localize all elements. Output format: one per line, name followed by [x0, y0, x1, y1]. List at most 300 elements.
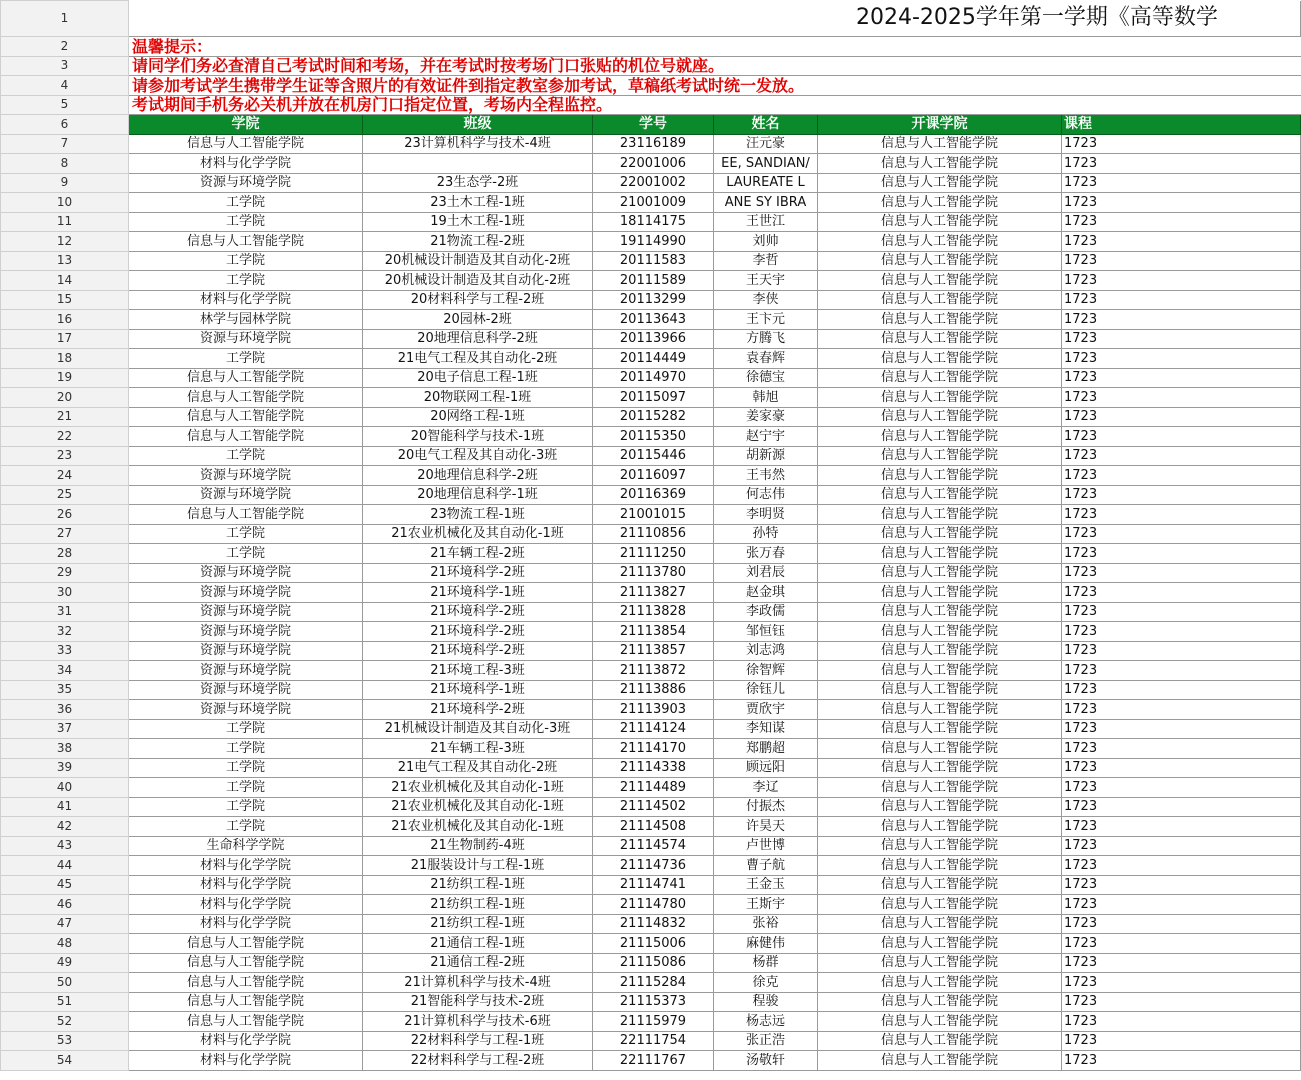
cell-course[interactable]: 1723	[1062, 739, 1301, 759]
cell-college[interactable]: 信息与人工智能学院	[129, 407, 363, 427]
row-number[interactable]: 33	[1, 641, 129, 661]
cell-course[interactable]: 1723	[1062, 895, 1301, 915]
cell-name[interactable]: 汪元豪	[714, 134, 818, 154]
row-number[interactable]: 28	[1, 544, 129, 564]
cell-course[interactable]: 1723	[1062, 973, 1301, 993]
cell-offering-college[interactable]: 信息与人工智能学院	[818, 290, 1062, 310]
cell-class[interactable]: 21农业机械化及其自动化-1班	[363, 817, 593, 837]
cell-offering-college[interactable]: 信息与人工智能学院	[818, 544, 1062, 564]
header-student-id[interactable]: 学号	[593, 115, 714, 135]
cell-offering-college[interactable]: 信息与人工智能学院	[818, 388, 1062, 408]
cell-college[interactable]: 材料与化学学院	[129, 1031, 363, 1051]
cell-course[interactable]: 1723	[1062, 466, 1301, 486]
cell-course[interactable]: 1723	[1062, 485, 1301, 505]
row-number[interactable]: 18	[1, 349, 129, 369]
row-number[interactable]: 4	[1, 76, 129, 96]
cell-offering-college[interactable]: 信息与人工智能学院	[818, 758, 1062, 778]
cell-college[interactable]: 材料与化学学院	[129, 154, 363, 174]
cell-student-id[interactable]: 19114990	[593, 232, 714, 252]
cell-student-id[interactable]: 22001006	[593, 154, 714, 174]
header-offering-college[interactable]: 开课学院	[818, 115, 1062, 135]
cell-course[interactable]: 1723	[1062, 641, 1301, 661]
cell-student-id[interactable]: 20114449	[593, 349, 714, 369]
header-college[interactable]: 学院	[129, 115, 363, 135]
cell-class[interactable]: 21环境科学-1班	[363, 583, 593, 603]
cell-college[interactable]: 资源与环境学院	[129, 583, 363, 603]
row-number[interactable]: 8	[1, 154, 129, 174]
cell-student-id[interactable]: 20116097	[593, 466, 714, 486]
cell-course[interactable]: 1723	[1062, 524, 1301, 544]
row-number[interactable]: 17	[1, 329, 129, 349]
cell-name[interactable]: 张裕	[714, 914, 818, 934]
row-number[interactable]: 19	[1, 368, 129, 388]
cell-student-id[interactable]: 20113299	[593, 290, 714, 310]
cell-name[interactable]: 李政儒	[714, 602, 818, 622]
cell-course[interactable]: 1723	[1062, 349, 1301, 369]
cell-name[interactable]: 徐钰儿	[714, 680, 818, 700]
cell-student-id[interactable]: 21115373	[593, 992, 714, 1012]
notice-text[interactable]: 请参加考试学生携带学生证等含照片的有效证件到指定教室参加考试，草稿纸考试时统一发放。	[129, 76, 1301, 96]
row-number[interactable]: 45	[1, 875, 129, 895]
cell-course[interactable]: 1723	[1062, 1012, 1301, 1032]
cell-student-id[interactable]: 20111589	[593, 271, 714, 291]
cell-name[interactable]: 王天宇	[714, 271, 818, 291]
cell-offering-college[interactable]: 信息与人工智能学院	[818, 427, 1062, 447]
cell-student-id[interactable]: 20115446	[593, 446, 714, 466]
row-number[interactable]: 27	[1, 524, 129, 544]
cell-course[interactable]: 1723	[1062, 505, 1301, 525]
cell-offering-college[interactable]: 信息与人工智能学院	[818, 271, 1062, 291]
cell-offering-college[interactable]: 信息与人工智能学院	[818, 466, 1062, 486]
cell-name[interactable]: 张万春	[714, 544, 818, 564]
cell-course[interactable]: 1723	[1062, 271, 1301, 291]
cell-offering-college[interactable]: 信息与人工智能学院	[818, 1031, 1062, 1051]
cell-college[interactable]: 信息与人工智能学院	[129, 953, 363, 973]
cell-class[interactable]: 19土木工程-1班	[363, 212, 593, 232]
cell-course[interactable]: 1723	[1062, 875, 1301, 895]
cell-college[interactable]: 工学院	[129, 524, 363, 544]
cell-class[interactable]: 21智能科学与技术-2班	[363, 992, 593, 1012]
cell-student-id[interactable]: 21115979	[593, 1012, 714, 1032]
cell-name[interactable]: 邹恒钰	[714, 622, 818, 642]
cell-student-id[interactable]: 21115284	[593, 973, 714, 993]
cell-class[interactable]: 20网络工程-1班	[363, 407, 593, 427]
cell-college[interactable]: 工学院	[129, 778, 363, 798]
cell-class[interactable]: 20地理信息科学-2班	[363, 329, 593, 349]
cell-college[interactable]: 工学院	[129, 251, 363, 271]
row-number[interactable]: 16	[1, 310, 129, 330]
cell-college[interactable]: 信息与人工智能学院	[129, 934, 363, 954]
cell-college[interactable]: 工学院	[129, 271, 363, 291]
cell-class[interactable]: 21计算机科学与技术-4班	[363, 973, 593, 993]
row-number[interactable]: 5	[1, 95, 129, 115]
cell-college[interactable]: 信息与人工智能学院	[129, 1012, 363, 1032]
row-number[interactable]: 3	[1, 56, 129, 76]
cell-name[interactable]: 许昊天	[714, 817, 818, 837]
row-number[interactable]: 24	[1, 466, 129, 486]
cell-college[interactable]: 材料与化学学院	[129, 1051, 363, 1071]
cell-college[interactable]: 资源与环境学院	[129, 641, 363, 661]
cell-name[interactable]: 赵宁宇	[714, 427, 818, 447]
cell-student-id[interactable]: 21114741	[593, 875, 714, 895]
cell-course[interactable]: 1723	[1062, 563, 1301, 583]
header-name[interactable]: 姓名	[714, 115, 818, 135]
cell-offering-college[interactable]: 信息与人工智能学院	[818, 154, 1062, 174]
cell-student-id[interactable]: 20115282	[593, 407, 714, 427]
row-number[interactable]: 14	[1, 271, 129, 291]
cell-class[interactable]: 21环境科学-2班	[363, 641, 593, 661]
cell-class[interactable]: 21服装设计与工程-1班	[363, 856, 593, 876]
cell-name[interactable]: ANE SY IBRA	[714, 193, 818, 213]
title-cell[interactable]	[129, 1, 1301, 37]
cell-class[interactable]: 20电气工程及其自动化-3班	[363, 446, 593, 466]
cell-class[interactable]: 20智能科学与技术-1班	[363, 427, 593, 447]
cell-offering-college[interactable]: 信息与人工智能学院	[818, 446, 1062, 466]
cell-class[interactable]: 21环境科学-2班	[363, 700, 593, 720]
cell-offering-college[interactable]: 信息与人工智能学院	[818, 329, 1062, 349]
cell-name[interactable]: 王卞元	[714, 310, 818, 330]
cell-class[interactable]: 21纺织工程-1班	[363, 875, 593, 895]
cell-college[interactable]: 资源与环境学院	[129, 700, 363, 720]
row-number[interactable]: 38	[1, 739, 129, 759]
cell-course[interactable]: 1723	[1062, 758, 1301, 778]
row-number[interactable]: 30	[1, 583, 129, 603]
cell-offering-college[interactable]: 信息与人工智能学院	[818, 797, 1062, 817]
cell-course[interactable]: 1723	[1062, 700, 1301, 720]
cell-class[interactable]: 21环境科学-2班	[363, 602, 593, 622]
notice-text[interactable]: 请同学们务必查清自己考试时间和考场，并在考试时按考场门口张贴的机位号就座。	[129, 56, 1301, 76]
cell-student-id[interactable]: 21114124	[593, 719, 714, 739]
cell-course[interactable]: 1723	[1062, 407, 1301, 427]
cell-name[interactable]: LAUREATE L	[714, 173, 818, 193]
cell-name[interactable]: 王斯宇	[714, 895, 818, 915]
cell-offering-college[interactable]: 信息与人工智能学院	[818, 310, 1062, 330]
cell-college[interactable]: 生命科学学院	[129, 836, 363, 856]
notice-text[interactable]: 考试期间手机务必关机并放在机房门口指定位置，考场内全程监控。	[129, 95, 1301, 115]
cell-course[interactable]: 1723	[1062, 368, 1301, 388]
cell-college[interactable]: 资源与环境学院	[129, 485, 363, 505]
row-number[interactable]: 42	[1, 817, 129, 837]
cell-college[interactable]: 资源与环境学院	[129, 622, 363, 642]
cell-student-id[interactable]: 21114508	[593, 817, 714, 837]
cell-name[interactable]: 李哲	[714, 251, 818, 271]
cell-college[interactable]: 资源与环境学院	[129, 563, 363, 583]
cell-class[interactable]: 21环境科学-1班	[363, 680, 593, 700]
cell-student-id[interactable]: 20115097	[593, 388, 714, 408]
cell-student-id[interactable]: 21114502	[593, 797, 714, 817]
cell-course[interactable]: 1723	[1062, 232, 1301, 252]
cell-offering-college[interactable]: 信息与人工智能学院	[818, 485, 1062, 505]
cell-name[interactable]: 李知谋	[714, 719, 818, 739]
cell-student-id[interactable]: 22111767	[593, 1051, 714, 1071]
cell-offering-college[interactable]: 信息与人工智能学院	[818, 524, 1062, 544]
cell-offering-college[interactable]: 信息与人工智能学院	[818, 719, 1062, 739]
cell-offering-college[interactable]: 信息与人工智能学院	[818, 583, 1062, 603]
cell-offering-college[interactable]: 信息与人工智能学院	[818, 193, 1062, 213]
row-number[interactable]: 20	[1, 388, 129, 408]
cell-name[interactable]: 张正浩	[714, 1031, 818, 1051]
cell-offering-college[interactable]: 信息与人工智能学院	[818, 641, 1062, 661]
row-number[interactable]: 51	[1, 992, 129, 1012]
cell-student-id[interactable]: 20115350	[593, 427, 714, 447]
cell-class[interactable]: 21环境科学-2班	[363, 622, 593, 642]
cell-course[interactable]: 1723	[1062, 544, 1301, 564]
cell-student-id[interactable]: 21110856	[593, 524, 714, 544]
cell-class[interactable]: 23土木工程-1班	[363, 193, 593, 213]
cell-offering-college[interactable]: 信息与人工智能学院	[818, 895, 1062, 915]
cell-offering-college[interactable]: 信息与人工智能学院	[818, 856, 1062, 876]
cell-name[interactable]: 姜家豪	[714, 407, 818, 427]
row-number[interactable]: 9	[1, 173, 129, 193]
row-number[interactable]: 22	[1, 427, 129, 447]
cell-student-id[interactable]: 21001015	[593, 505, 714, 525]
row-number[interactable]: 54	[1, 1051, 129, 1071]
cell-name[interactable]: 郑鹏超	[714, 739, 818, 759]
cell-student-id[interactable]: 21114736	[593, 856, 714, 876]
cell-course[interactable]: 1723	[1062, 856, 1301, 876]
row-number[interactable]: 40	[1, 778, 129, 798]
cell-course[interactable]: 1723	[1062, 173, 1301, 193]
cell-class[interactable]: 21农业机械化及其自动化-1班	[363, 797, 593, 817]
row-number[interactable]: 50	[1, 973, 129, 993]
cell-college[interactable]: 工学院	[129, 193, 363, 213]
cell-class[interactable]: 20电子信息工程-1班	[363, 368, 593, 388]
row-number[interactable]: 53	[1, 1031, 129, 1051]
cell-offering-college[interactable]: 信息与人工智能学院	[818, 700, 1062, 720]
cell-name[interactable]: 赵金琪	[714, 583, 818, 603]
row-number[interactable]: 35	[1, 680, 129, 700]
cell-offering-college[interactable]: 信息与人工智能学院	[818, 953, 1062, 973]
cell-class[interactable]: 20机械设计制造及其自动化-2班	[363, 271, 593, 291]
cell-course[interactable]: 1723	[1062, 953, 1301, 973]
cell-name[interactable]: 顾远阳	[714, 758, 818, 778]
cell-student-id[interactable]: 21111250	[593, 544, 714, 564]
row-number[interactable]: 26	[1, 505, 129, 525]
cell-course[interactable]: 1723	[1062, 427, 1301, 447]
cell-college[interactable]: 工学院	[129, 349, 363, 369]
cell-name[interactable]: 刘帅	[714, 232, 818, 252]
cell-name[interactable]: 刘志鸿	[714, 641, 818, 661]
cell-student-id[interactable]: 21115086	[593, 953, 714, 973]
cell-class[interactable]: 23计算机科学与技术-4班	[363, 134, 593, 154]
row-number[interactable]: 15	[1, 290, 129, 310]
cell-class[interactable]: 21车辆工程-3班	[363, 739, 593, 759]
cell-student-id[interactable]: 21114489	[593, 778, 714, 798]
row-number[interactable]: 7	[1, 134, 129, 154]
row-number[interactable]: 23	[1, 446, 129, 466]
cell-name[interactable]: 汤敬轩	[714, 1051, 818, 1071]
cell-student-id[interactable]: 21114338	[593, 758, 714, 778]
cell-name[interactable]: 刘君辰	[714, 563, 818, 583]
cell-offering-college[interactable]: 信息与人工智能学院	[818, 349, 1062, 369]
cell-class[interactable]: 21电气工程及其自动化-2班	[363, 349, 593, 369]
cell-student-id[interactable]: 21113780	[593, 563, 714, 583]
cell-offering-college[interactable]: 信息与人工智能学院	[818, 1051, 1062, 1071]
cell-name[interactable]: 李明贤	[714, 505, 818, 525]
cell-name[interactable]: 贾欣宇	[714, 700, 818, 720]
cell-course[interactable]: 1723	[1062, 719, 1301, 739]
cell-name[interactable]: 胡新源	[714, 446, 818, 466]
cell-class[interactable]: 21生物制药-4班	[363, 836, 593, 856]
cell-offering-college[interactable]: 信息与人工智能学院	[818, 875, 1062, 895]
cell-class[interactable]: 20材料科学与工程-2班	[363, 290, 593, 310]
cell-course[interactable]: 1723	[1062, 329, 1301, 349]
cell-course[interactable]: 1723	[1062, 836, 1301, 856]
cell-offering-college[interactable]: 信息与人工智能学院	[818, 739, 1062, 759]
cell-class[interactable]: 21机械设计制造及其自动化-3班	[363, 719, 593, 739]
cell-name[interactable]: 卢世博	[714, 836, 818, 856]
cell-offering-college[interactable]: 信息与人工智能学院	[818, 368, 1062, 388]
cell-offering-college[interactable]: 信息与人工智能学院	[818, 1012, 1062, 1032]
cell-class[interactable]: 20机械设计制造及其自动化-2班	[363, 251, 593, 271]
cell-course[interactable]: 1723	[1062, 661, 1301, 681]
cell-class[interactable]: 20物联网工程-1班	[363, 388, 593, 408]
cell-student-id[interactable]: 20113966	[593, 329, 714, 349]
cell-course[interactable]: 1723	[1062, 680, 1301, 700]
row-number[interactable]: 12	[1, 232, 129, 252]
cell-class[interactable]	[363, 154, 593, 174]
cell-college[interactable]: 工学院	[129, 758, 363, 778]
cell-class[interactable]: 23物流工程-1班	[363, 505, 593, 525]
cell-student-id[interactable]: 20114970	[593, 368, 714, 388]
cell-college[interactable]: 信息与人工智能学院	[129, 388, 363, 408]
cell-name[interactable]: 韩旭	[714, 388, 818, 408]
cell-student-id[interactable]: 21113903	[593, 700, 714, 720]
row-number[interactable]: 11	[1, 212, 129, 232]
cell-name[interactable]: 王金玉	[714, 875, 818, 895]
cell-name[interactable]: 徐克	[714, 973, 818, 993]
cell-student-id[interactable]: 23116189	[593, 134, 714, 154]
cell-name[interactable]: 孙特	[714, 524, 818, 544]
row-number[interactable]: 44	[1, 856, 129, 876]
cell-offering-college[interactable]: 信息与人工智能学院	[818, 505, 1062, 525]
cell-name[interactable]: 徐智辉	[714, 661, 818, 681]
cell-student-id[interactable]: 21113827	[593, 583, 714, 603]
cell-student-id[interactable]: 20113643	[593, 310, 714, 330]
cell-college[interactable]: 资源与环境学院	[129, 602, 363, 622]
cell-college[interactable]: 材料与化学学院	[129, 914, 363, 934]
cell-student-id[interactable]: 20111583	[593, 251, 714, 271]
cell-offering-college[interactable]: 信息与人工智能学院	[818, 407, 1062, 427]
row-number[interactable]: 36	[1, 700, 129, 720]
cell-student-id[interactable]: 21114574	[593, 836, 714, 856]
cell-name[interactable]: 袁春辉	[714, 349, 818, 369]
row-number[interactable]: 10	[1, 193, 129, 213]
cell-course[interactable]: 1723	[1062, 446, 1301, 466]
cell-name[interactable]: 曹子航	[714, 856, 818, 876]
cell-class[interactable]: 21纺织工程-1班	[363, 895, 593, 915]
row-number[interactable]: 34	[1, 661, 129, 681]
cell-offering-college[interactable]: 信息与人工智能学院	[818, 134, 1062, 154]
cell-college[interactable]: 材料与化学学院	[129, 875, 363, 895]
row-number[interactable]: 47	[1, 914, 129, 934]
notice-label[interactable]: 温馨提示：	[129, 37, 1301, 57]
cell-college[interactable]: 工学院	[129, 739, 363, 759]
cell-class[interactable]: 21环境工程-3班	[363, 661, 593, 681]
cell-offering-college[interactable]: 信息与人工智能学院	[818, 173, 1062, 193]
cell-course[interactable]: 1723	[1062, 797, 1301, 817]
cell-class[interactable]: 21农业机械化及其自动化-1班	[363, 778, 593, 798]
cell-class[interactable]: 21通信工程-1班	[363, 934, 593, 954]
cell-course[interactable]: 1723	[1062, 992, 1301, 1012]
cell-class[interactable]: 20地理信息科学-1班	[363, 485, 593, 505]
cell-name[interactable]: 王韦然	[714, 466, 818, 486]
cell-college[interactable]: 林学与园林学院	[129, 310, 363, 330]
cell-offering-college[interactable]: 信息与人工智能学院	[818, 212, 1062, 232]
cell-class[interactable]: 22材料科学与工程-1班	[363, 1031, 593, 1051]
cell-course[interactable]: 1723	[1062, 388, 1301, 408]
cell-college[interactable]: 信息与人工智能学院	[129, 368, 363, 388]
header-class[interactable]: 班级	[363, 115, 593, 135]
cell-college[interactable]: 材料与化学学院	[129, 856, 363, 876]
cell-course[interactable]: 1723	[1062, 817, 1301, 837]
cell-college[interactable]: 工学院	[129, 719, 363, 739]
cell-offering-college[interactable]: 信息与人工智能学院	[818, 778, 1062, 798]
cell-course[interactable]: 1723	[1062, 934, 1301, 954]
cell-course[interactable]: 1723	[1062, 310, 1301, 330]
row-number[interactable]: 25	[1, 485, 129, 505]
cell-course[interactable]: 1723	[1062, 134, 1301, 154]
cell-student-id[interactable]: 20116369	[593, 485, 714, 505]
row-number[interactable]: 41	[1, 797, 129, 817]
cell-name[interactable]: EE, SANDIAN/	[714, 154, 818, 174]
cell-college[interactable]: 资源与环境学院	[129, 173, 363, 193]
cell-college[interactable]: 材料与化学学院	[129, 895, 363, 915]
cell-offering-college[interactable]: 信息与人工智能学院	[818, 661, 1062, 681]
cell-offering-college[interactable]: 信息与人工智能学院	[818, 602, 1062, 622]
cell-class[interactable]: 20地理信息科学-2班	[363, 466, 593, 486]
cell-offering-college[interactable]: 信息与人工智能学院	[818, 914, 1062, 934]
cell-class[interactable]: 21计算机科学与技术-6班	[363, 1012, 593, 1032]
row-number[interactable]: 52	[1, 1012, 129, 1032]
cell-student-id[interactable]: 21113886	[593, 680, 714, 700]
row-number[interactable]: 2	[1, 37, 129, 57]
cell-college[interactable]: 信息与人工智能学院	[129, 232, 363, 252]
cell-course[interactable]: 1723	[1062, 154, 1301, 174]
cell-student-id[interactable]: 21114170	[593, 739, 714, 759]
cell-class[interactable]: 21通信工程-2班	[363, 953, 593, 973]
cell-offering-college[interactable]: 信息与人工智能学院	[818, 817, 1062, 837]
row-number[interactable]: 46	[1, 895, 129, 915]
cell-name[interactable]: 王世江	[714, 212, 818, 232]
cell-class[interactable]: 21电气工程及其自动化-2班	[363, 758, 593, 778]
cell-student-id[interactable]: 21113854	[593, 622, 714, 642]
cell-college[interactable]: 材料与化学学院	[129, 290, 363, 310]
cell-college[interactable]: 信息与人工智能学院	[129, 973, 363, 993]
row-number[interactable]: 6	[1, 115, 129, 135]
cell-course[interactable]: 1723	[1062, 1051, 1301, 1071]
row-number[interactable]: 37	[1, 719, 129, 739]
cell-name[interactable]: 李侠	[714, 290, 818, 310]
cell-class[interactable]: 23生态学-2班	[363, 173, 593, 193]
cell-name[interactable]: 方腾飞	[714, 329, 818, 349]
cell-college[interactable]: 资源与环境学院	[129, 680, 363, 700]
cell-student-id[interactable]: 18114175	[593, 212, 714, 232]
cell-name[interactable]: 麻健伟	[714, 934, 818, 954]
cell-class[interactable]: 21环境科学-2班	[363, 563, 593, 583]
cell-student-id[interactable]: 22111754	[593, 1031, 714, 1051]
cell-offering-college[interactable]: 信息与人工智能学院	[818, 251, 1062, 271]
header-course[interactable]: 课程	[1062, 115, 1301, 135]
cell-course[interactable]: 1723	[1062, 914, 1301, 934]
cell-student-id[interactable]: 21115006	[593, 934, 714, 954]
row-number[interactable]: 43	[1, 836, 129, 856]
cell-offering-college[interactable]: 信息与人工智能学院	[818, 836, 1062, 856]
cell-course[interactable]: 1723	[1062, 212, 1301, 232]
cell-course[interactable]: 1723	[1062, 1031, 1301, 1051]
cell-course[interactable]: 1723	[1062, 778, 1301, 798]
cell-name[interactable]: 付振杰	[714, 797, 818, 817]
